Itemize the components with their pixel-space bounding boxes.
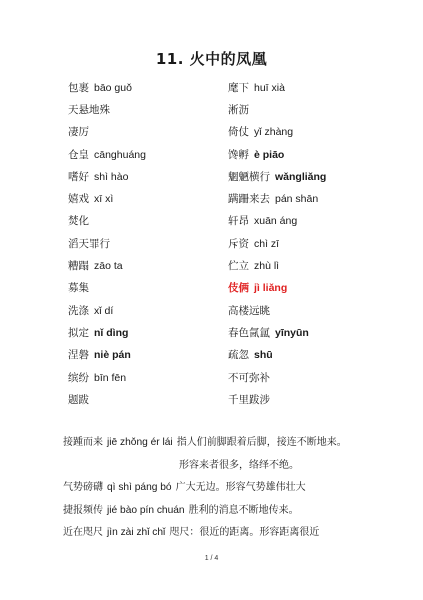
phrase-list xyxy=(63,432,403,545)
vocab-row xyxy=(68,254,398,276)
vocab-item xyxy=(228,80,398,95)
phrase-definition: 指人们前脚跟着后脚，接连不断地来。 xyxy=(176,437,347,448)
vocab-pinyin: nǐ dìng xyxy=(94,326,129,339)
phrase-definition: 胜利的消息不断地传来。 xyxy=(188,504,299,516)
vocab-row xyxy=(68,277,398,299)
vocab-word: 涅磐 xyxy=(68,349,89,362)
vocab-row xyxy=(68,187,398,209)
vocab-word: 蹒跚来去 xyxy=(228,193,270,206)
vocab-item xyxy=(68,392,228,407)
vocab-word: 伫立 xyxy=(228,260,249,273)
phrase-pinyin: qì shì páng bó xyxy=(107,482,172,493)
vocab-item xyxy=(228,213,398,228)
vocab-item xyxy=(68,124,228,139)
phrase-line xyxy=(63,500,403,523)
vocab-word: 凄厉 xyxy=(68,126,89,139)
vocab-word: 轩昂 xyxy=(228,215,249,228)
vocab-word: 拟定 xyxy=(68,326,89,339)
vocab-word: 天悬地殊 xyxy=(68,103,110,116)
vocab-word: 嗜好 xyxy=(68,170,89,183)
vocab-item xyxy=(68,303,228,318)
vocab-pinyin: pán shān xyxy=(275,193,319,206)
phrase-definition: 咫尺：很近的距离。形容距离很近 xyxy=(169,527,320,538)
vocab-word: 募集 xyxy=(68,282,89,295)
vocab-word: 千里跋涉 xyxy=(228,393,270,406)
phrase-word: 近在咫尺 xyxy=(63,527,103,538)
vocab-pinyin: bāo guǒ xyxy=(94,81,132,94)
phrase-line xyxy=(63,477,403,500)
vocab-pinyin: zhù lì xyxy=(254,260,280,273)
phrase-pinyin: jìn zài zhǐ chǐ xyxy=(107,527,166,538)
vocab-item xyxy=(228,370,398,385)
vocab-pinyin: chì zī xyxy=(254,237,280,250)
vocab-item xyxy=(228,325,398,340)
vocab-row xyxy=(68,344,398,366)
vocab-item xyxy=(228,124,398,139)
vocab-list xyxy=(68,76,398,410)
vocab-word: 仓皇 xyxy=(68,148,89,161)
vocab-word: 魍魉横行 xyxy=(228,170,270,183)
vocab-row xyxy=(68,121,398,143)
vocab-item xyxy=(68,169,228,184)
vocab-row xyxy=(68,210,398,232)
vocab-word: 不可弥补 xyxy=(228,371,270,384)
vocab-pinyin: yǐ zhàng xyxy=(254,126,294,139)
phrase-definition: 广大无边。形容气势雄伟壮大 xyxy=(175,482,306,493)
vocab-item xyxy=(228,392,398,407)
vocab-word: 糟蹋 xyxy=(68,260,89,273)
phrase-word: 接踵而来 xyxy=(63,437,103,448)
vocab-item xyxy=(228,280,398,295)
phrase-word: 气势磅礴 xyxy=(63,482,103,493)
vocab-row xyxy=(68,76,398,98)
vocab-row xyxy=(68,165,398,187)
vocab-item xyxy=(228,169,398,184)
vocab-row xyxy=(68,232,398,254)
vocab-item xyxy=(228,303,398,318)
vocab-item xyxy=(68,147,228,162)
vocab-pinyin: xuān áng xyxy=(254,215,298,228)
vocab-item xyxy=(68,80,228,95)
vocab-word: 缤纷 xyxy=(68,371,89,384)
phrase-line xyxy=(63,432,403,455)
vocab-word: 春色氤氲 xyxy=(228,326,270,339)
vocab-pinyin: shì hào xyxy=(94,170,129,183)
vocab-pinyin: è piāo xyxy=(254,148,285,161)
vocab-word: 倚仗 xyxy=(228,126,249,139)
vocab-word: 嬉戏 xyxy=(68,193,89,206)
vocab-word: 洗涤 xyxy=(68,304,89,317)
vocab-item xyxy=(68,347,228,362)
vocab-item xyxy=(228,236,398,251)
vocab-item xyxy=(68,325,228,340)
vocab-pinyin: xī xì xyxy=(94,193,114,206)
phrase-pinyin: jié bào pín chuán xyxy=(107,504,185,516)
vocab-row xyxy=(68,388,398,410)
vocab-word: 淅沥 xyxy=(228,103,249,116)
vocab-word: 滔天罪行 xyxy=(68,237,110,250)
vocab-item xyxy=(228,191,398,206)
vocab-row xyxy=(68,143,398,165)
vocab-pinyin: zāo ta xyxy=(94,260,123,273)
vocab-row xyxy=(68,366,398,388)
phrase-definition: 形容来者很多，络绎不绝。 xyxy=(179,459,299,471)
vocab-row xyxy=(68,321,398,343)
vocab-word: 高楼远眺 xyxy=(228,304,270,317)
vocab-word: 馋孵 xyxy=(228,148,249,161)
vocab-pinyin: bīn fēn xyxy=(94,371,127,384)
vocab-pinyin: yīnyūn xyxy=(275,326,309,339)
page-number: 1 / 4 xyxy=(204,555,219,562)
vocab-word: 伎俩 xyxy=(228,282,249,295)
vocab-word: 疏忽 xyxy=(228,349,249,362)
vocab-item xyxy=(68,213,228,228)
phrase-line xyxy=(63,455,403,478)
vocab-pinyin: huī xià xyxy=(254,81,285,94)
vocab-pinyin: niè pán xyxy=(94,349,131,362)
vocab-word: 麾下 xyxy=(228,81,249,94)
vocab-item xyxy=(228,102,398,117)
vocab-item xyxy=(228,258,398,273)
vocab-item xyxy=(228,147,398,162)
vocab-pinyin: cānghuáng xyxy=(94,148,146,161)
vocab-word: 包裹 xyxy=(68,81,89,94)
page-title: 11. 火中的凤凰 xyxy=(155,50,268,68)
vocab-word: 焚化 xyxy=(68,215,89,228)
vocab-item xyxy=(68,102,228,117)
vocab-item xyxy=(228,347,398,362)
vocab-row xyxy=(68,98,398,120)
vocab-item xyxy=(68,258,228,273)
phrase-word: 捷报频传 xyxy=(63,504,103,516)
vocab-row xyxy=(68,299,398,321)
vocab-item xyxy=(68,236,228,251)
phrase-line xyxy=(63,522,403,545)
phrase-pinyin: jiē zhǒng ér lái xyxy=(107,437,173,448)
vocab-pinyin: shū xyxy=(254,349,273,362)
vocab-word: 斥资 xyxy=(228,237,249,250)
vocab-item xyxy=(68,191,228,206)
vocab-pinyin: jì liǎng xyxy=(254,282,288,295)
vocab-pinyin: xǐ dí xyxy=(94,304,114,317)
vocab-item xyxy=(68,370,228,385)
vocab-word: 题跋 xyxy=(68,393,89,406)
vocab-pinyin: wǎngliǎng xyxy=(275,170,327,183)
vocab-item xyxy=(68,280,228,295)
